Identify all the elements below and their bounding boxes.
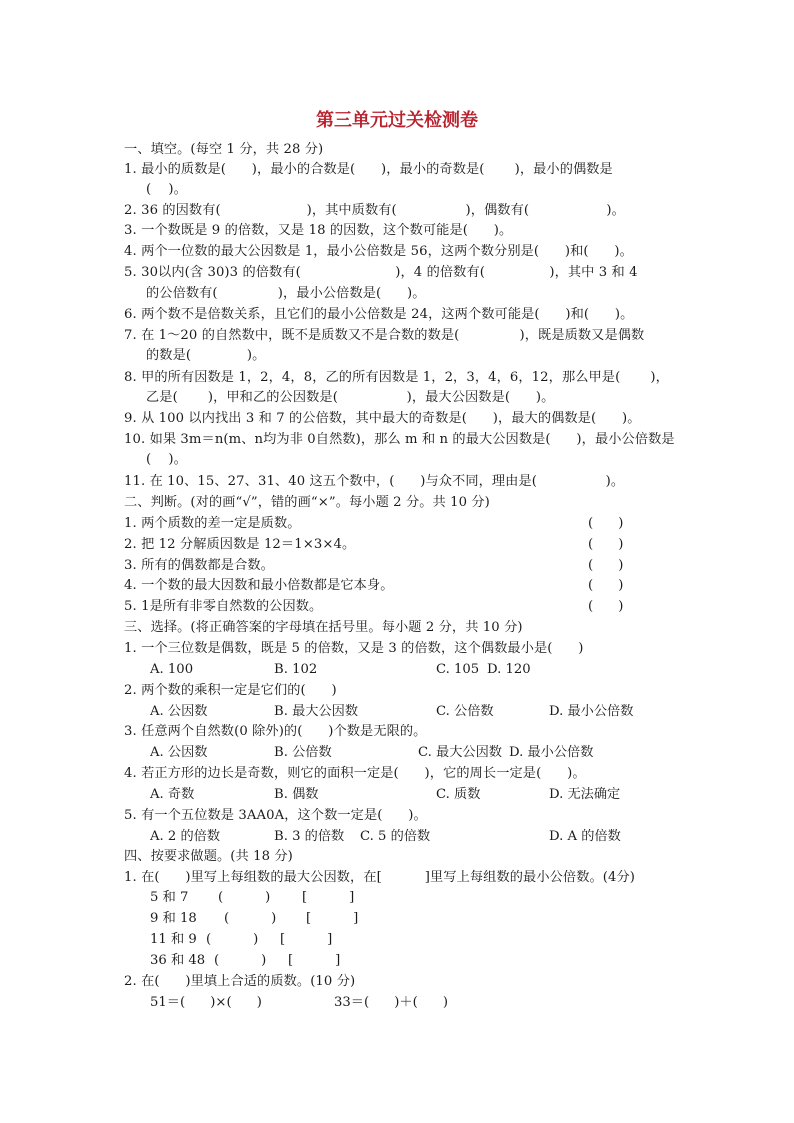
choice-q1-option-a[interactable]: A. 100 bbox=[150, 662, 194, 677]
fill-q8-line2: 乙是( )，甲和乙的公因数是( )，最大公因数是( )。 bbox=[146, 390, 555, 405]
choice-q2: 2. 两个数的乘积一定是它们的( ) bbox=[124, 683, 337, 698]
fill-q10-line1: 10. 如果 3m＝n(m、n均为非 0自然数)，那么 m 和 n 的最大公因数是( )，最小公倍数是 bbox=[124, 432, 675, 447]
pair-label-2: 9 和 18 bbox=[150, 911, 197, 926]
choice-q2-option-d[interactable]: D. 最小公倍数 bbox=[549, 704, 634, 719]
choice-q3-option-b[interactable]: B. 公倍数 bbox=[274, 745, 332, 760]
choice-q1-option-c[interactable]: C. 105 bbox=[436, 662, 480, 677]
fill-q5-line1: 5. 30以内(含 30)3 的倍数有( )，4 的倍数有( )，其中 3 和 4 bbox=[124, 265, 638, 280]
pair-lcm-1[interactable]: [ ] bbox=[302, 890, 355, 905]
task-q1: 1. 在( )里写上每组数的最大公因数，在[ ]里写上每组数的最小公倍数。(4分) bbox=[124, 870, 636, 885]
judge-item-1: 1. 两个质数的差一定是质数。 bbox=[124, 516, 301, 531]
fill-q2: 2. 36 的因数有( )，其中质数有( )，偶数有( )。 bbox=[124, 203, 625, 218]
section-heading-tasks: 四、按要求做题。(共 18 分) bbox=[124, 849, 293, 864]
choice-q5-option-d[interactable]: D. A 的倍数 bbox=[549, 829, 621, 844]
choice-q4-option-a[interactable]: A. 奇数 bbox=[150, 787, 195, 802]
pair-lcm-2[interactable]: [ ] bbox=[306, 911, 359, 926]
judge-answer-5[interactable]: ( ) bbox=[588, 599, 624, 614]
judge-answer-3[interactable]: ( ) bbox=[588, 558, 624, 573]
fill-q11: 11. 在 10、15、27、31、40 这五个数中，( )与众不同，理由是( )。 bbox=[124, 474, 625, 489]
choice-q4-option-c[interactable]: C. 质数 bbox=[436, 787, 481, 802]
pair-lcm-4[interactable]: [ ] bbox=[288, 953, 341, 968]
judge-answer-1[interactable]: ( ) bbox=[588, 516, 624, 531]
judge-item-3: 3. 所有的偶数都是合数。 bbox=[124, 558, 274, 573]
pair-label-1: 5 和 7 bbox=[150, 890, 189, 905]
judge-item-2: 2. 把 12 分解质因数是 12＝1×3×4。 bbox=[124, 537, 356, 552]
judge-item-4: 4. 一个数的最大因数和最小倍数都是它本身。 bbox=[124, 578, 394, 593]
pair-gcf-4[interactable]: ( ) bbox=[214, 953, 267, 968]
pair-label-3: 11 和 9 bbox=[150, 932, 197, 947]
choice-q5-option-a[interactable]: A. 2 的倍数 bbox=[150, 829, 221, 844]
choice-q4: 4. 若正方形的边长是奇数，则它的面积一定是( )，它的周长一定是( )。 bbox=[124, 766, 586, 781]
section-heading-fill-in: 一、填空。(每空 1 分，共 28 分) bbox=[124, 142, 324, 157]
judge-answer-2[interactable]: ( ) bbox=[588, 537, 624, 552]
choice-q3-option-c[interactable]: C. 最大公因数 bbox=[418, 745, 502, 760]
section-heading-judge: 二、判断。(对的画“√”，错的画“×”。每小题 2 分。共 10 分) bbox=[124, 495, 490, 510]
fill-q1-line2: ( )。 bbox=[146, 182, 187, 197]
prime-equation-2[interactable]: 33＝( )＋( ) bbox=[334, 995, 449, 1010]
judge-item-5: 5. 1是所有非零自然数的公因数。 bbox=[124, 599, 323, 614]
choice-q2-option-a[interactable]: A. 公因数 bbox=[150, 704, 208, 719]
prime-equation-1[interactable]: 51＝( )×( ) bbox=[150, 995, 262, 1010]
fill-q7-line2: 的数是( )。 bbox=[146, 348, 266, 363]
fill-q4: 4. 两个一位数的最大公因数是 1，最小公倍数是 56，这两个数分别是( )和( )。 bbox=[124, 244, 633, 259]
fill-q1-line1: 1. 最小的质数是( )，最小的合数是( )，最小的奇数是( )，最小的偶数是 bbox=[124, 162, 613, 177]
choice-q4-option-b[interactable]: B. 偶数 bbox=[274, 787, 319, 802]
section-heading-choice: 三、选择。(将正确答案的字母填在括号里。每小题 2 分，共 10 分) bbox=[124, 620, 523, 635]
pair-gcf-1[interactable]: ( ) bbox=[218, 890, 271, 905]
fill-q3: 3. 一个数既是 9 的倍数，又是 18 的因数，这个数可能是( )。 bbox=[124, 223, 513, 238]
fill-q10-line2: ( )。 bbox=[146, 452, 187, 467]
choice-q5: 5. 有一个五位数是 3AA0A，这个数一定是( )。 bbox=[124, 808, 427, 823]
choice-q1-option-d[interactable]: D. 120 bbox=[487, 662, 531, 677]
task-q2: 2. 在( )里填上合适的质数。(10 分) bbox=[124, 974, 356, 989]
choice-q1-option-b[interactable]: B. 102 bbox=[274, 662, 318, 677]
choice-q4-option-d[interactable]: D. 无法确定 bbox=[549, 787, 621, 802]
fill-q8-line1: 8. 甲的所有因数是 1，2，4，8，乙的所有因数是 1，2，3，4，6，12，那么甲是( )， bbox=[124, 370, 669, 385]
judge-answer-4[interactable]: ( ) bbox=[588, 578, 624, 593]
choice-q2-option-b[interactable]: B. 最大公因数 bbox=[274, 704, 359, 719]
choice-q1: 1. 一个三位数是偶数，既是 5 的倍数，又是 3 的倍数，这个偶数最小是( ) bbox=[124, 641, 584, 656]
page-title: 第三单元过关检测卷 bbox=[316, 110, 478, 131]
pair-gcf-2[interactable]: ( ) bbox=[224, 911, 277, 926]
choice-q2-option-c[interactable]: C. 公倍数 bbox=[436, 704, 494, 719]
pair-lcm-3[interactable]: [ ] bbox=[280, 932, 333, 947]
choice-q5-option-c[interactable]: C. 5 的倍数 bbox=[360, 829, 431, 844]
choice-q3-option-a[interactable]: A. 公因数 bbox=[150, 745, 208, 760]
fill-q7-line1: 7. 在 1～20 的自然数中，既不是质数又不是合数的数是( )，既是质数又是偶数 bbox=[124, 328, 645, 343]
choice-q5-option-b[interactable]: B. 3 的倍数 bbox=[274, 829, 345, 844]
choice-q3: 3. 任意两个自然数(0 除外)的( )个数是无限的。 bbox=[124, 724, 427, 739]
fill-q9: 9. 从 100 以内找出 3 和 7 的公倍数，其中最大的奇数是( )，最大的偶数是( )。 bbox=[124, 411, 641, 426]
pair-label-4: 36 和 48 bbox=[150, 953, 206, 968]
fill-q5-line2: 的公倍数有( )，最小公倍数是( )。 bbox=[146, 286, 426, 301]
pair-gcf-3[interactable]: ( ) bbox=[206, 932, 259, 947]
choice-q3-option-d[interactable]: D. 最小公倍数 bbox=[509, 745, 594, 760]
fill-q6: 6. 两个数不是倍数关系，且它们的最小公倍数是 24，这两个数可能是( )和( )。 bbox=[124, 307, 634, 322]
